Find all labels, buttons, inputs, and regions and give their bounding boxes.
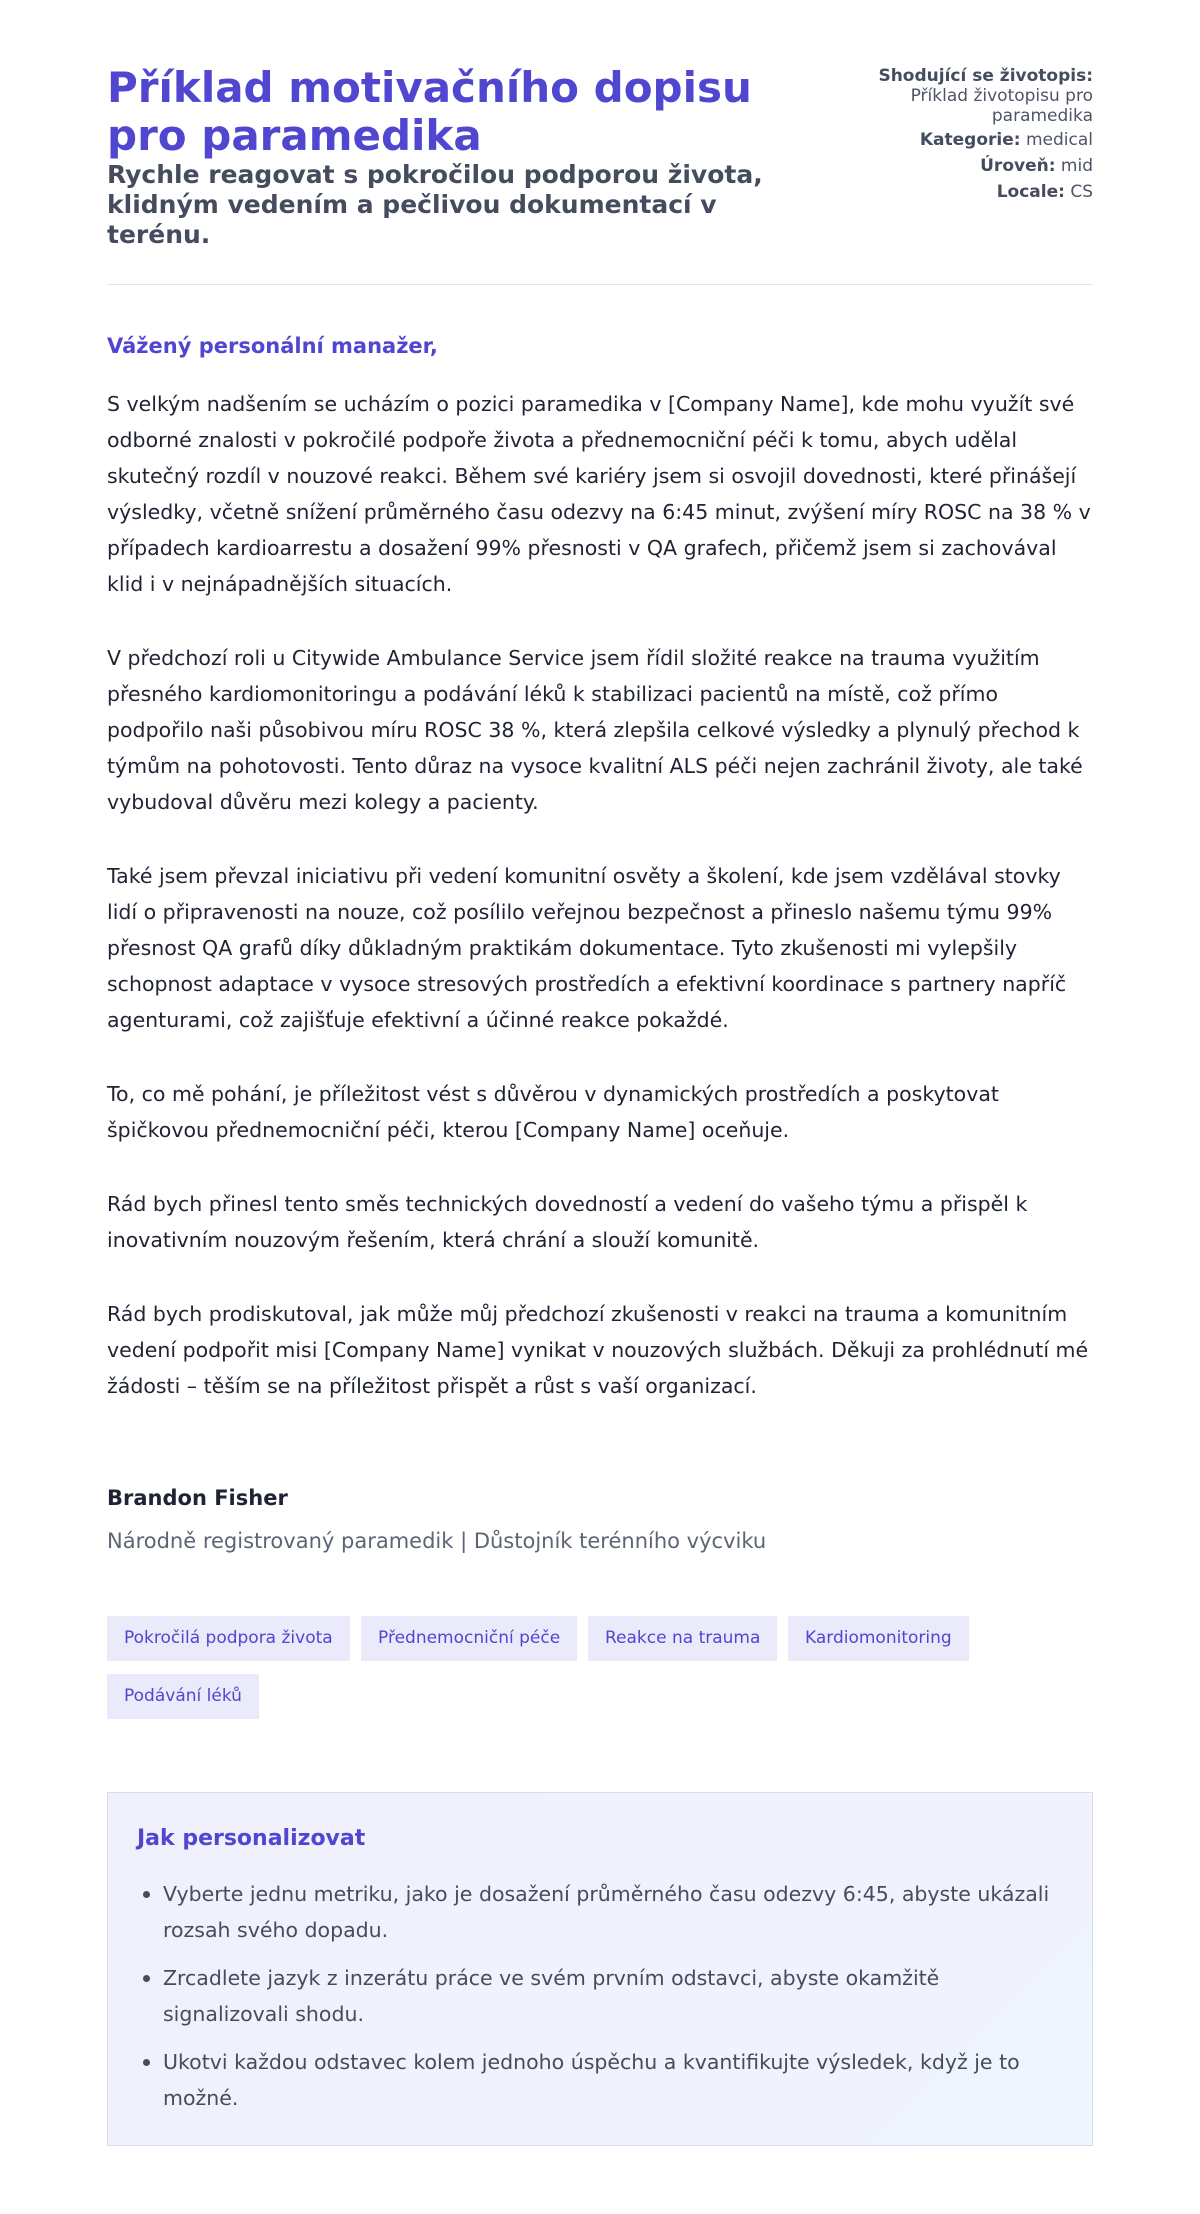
letter-paragraph: Rád bych přinesl tento směs technických dovedností a vedení do vašeho týmu a přispěl k inovativním nouzovým řešením, která chrání a slouží komunitě. <box>107 1192 1028 1252</box>
meta-locale-value: CS <box>1070 182 1093 202</box>
tips-title: Jak personalizovat <box>137 1826 366 1851</box>
meta-category <box>823 130 1093 150</box>
letter-body <box>107 332 1093 1442</box>
letter-paragraph: V předchozí roli u Citywide Ambulance Service jsem řídil složité reakce na trauma využitím přesného kardiomonitoringu a podávání léků k stabilizaci pacientů na místě, což přímo podpořilo naši působivou míru ROSC 38 %, která zlepšila celkové výsledky a plynulý přechod k týmům na pohotovosti. Tento důraz na vysoce kvalitní ALS péči nejen zachránil životy, ale také vybudoval důvěru mezi kolegy a pacienty. <box>107 646 1083 814</box>
meta-panel <box>823 66 1093 208</box>
letter-paragraph: Také jsem převzal iniciativu při vedení komunitní osvěty a školení, kde jsem vzdělával stovky lidí o připravenosti na nouze, což posílilo veřejnou bezpečnost a přineslo našemu týmu 99% přesnost QA grafů díky důkladným praktikám dokumentace. Tyto zkušenosti mi vylepšily schopnost adaptace v vysoce stresových prostředích a efektivní koordinace s partnery napříč agenturami, což zajišťuje efektivní a účinné reakce pokaždé. <box>107 864 1067 1032</box>
personalize-tips-box <box>107 1792 1093 2146</box>
skill-tag: Podávání léků <box>107 1674 259 1719</box>
letter-paragraph: Rád bych prodiskutoval, jak může můj předchozí zkušenosti v reakci na trauma a komunitním vedení podpořit misi [Company Name] vynikat v nouzových službách. Děkuji za prohlédnutí mé žádosti – těším se na příležitost přispět a růst s vaší organizací. <box>107 1302 1089 1398</box>
meta-locale <box>823 182 1093 202</box>
letter-paragraph: To, co mě pohání, je příležitost vést s důvěrou v dynamických prostředích a poskytovat špičkovou přednemocniční péči, kterou [Company Name] oceňuje. <box>107 1082 999 1142</box>
tips-item: Ukotvi každou odstavec kolem jednoho úspěchu a kvantifikujte výsledek, když je to možné. <box>163 2044 1053 2116</box>
page-title: Příklad motivačního dopisu pro paramedika <box>107 63 752 160</box>
signature-name: Brandon Fisher <box>107 1486 288 1510</box>
tips-item: Vyberte jednu metriku, jako je dosažení průměrného času odezvy 6:45, abyste ukázali rozsah svého dopadu. <box>163 1876 1053 1948</box>
header-divider <box>107 284 1093 285</box>
skill-tag: Reakce na trauma <box>588 1616 777 1661</box>
tips-item: Zrcadlete jazyk z inzerátu práce ve svém prvním odstavci, abyste okamžitě signalizovali shodu. <box>163 1960 1053 2032</box>
meta-locale-label: Locale: <box>996 182 1065 202</box>
skill-tag: Přednemocniční péče <box>361 1616 577 1661</box>
meta-level-label: Úroveň: <box>980 156 1056 176</box>
meta-resume <box>823 66 1093 126</box>
skill-tag: Pokročilá podpora života <box>107 1616 350 1661</box>
page-subtitle: Rychle reagovat s pokročilou podporou života, klidným vedením a pečlivou dokumentací v terénu. <box>107 160 763 249</box>
letter-paragraph: S velkým nadšením se ucházím o pozici paramedika v [Company Name], kde mohu využít své odborné znalosti v pokročilé podpoře života a přednemocniční péči k tomu, abych udělal skutečný rozdíl v nouzové reakci. Během své kariéry jsem si osvojil dovednosti, které přinášejí výsledky, včetně snížení průměrného času odezvy na 6:45 minut, zvýšení míry ROSC na 38 % v případech kardioarrestu a dosažení 99% přesnosti v QA grafech, přičemž jsem si zachovával klid i v nejnápadnějších situacích. <box>107 392 1091 596</box>
tips-list <box>163 1876 1053 2128</box>
signature-role: Národně registrovaný paramedik | Důstojník terénního výcviku <box>107 1529 767 1553</box>
meta-category-value: medical <box>1025 130 1093 150</box>
meta-resume-value: Příklad životopisu pro paramedika <box>910 86 1093 126</box>
letter-salutation: Vážený personální manažer, <box>107 334 438 358</box>
meta-resume-label: Shodující se životopis: <box>878 66 1093 86</box>
meta-level-value: mid <box>1060 156 1093 176</box>
meta-category-label: Kategorie: <box>919 130 1021 150</box>
page-header <box>107 64 1093 284</box>
meta-level <box>823 156 1093 176</box>
skill-tag: Kardiomonitoring <box>788 1616 969 1661</box>
